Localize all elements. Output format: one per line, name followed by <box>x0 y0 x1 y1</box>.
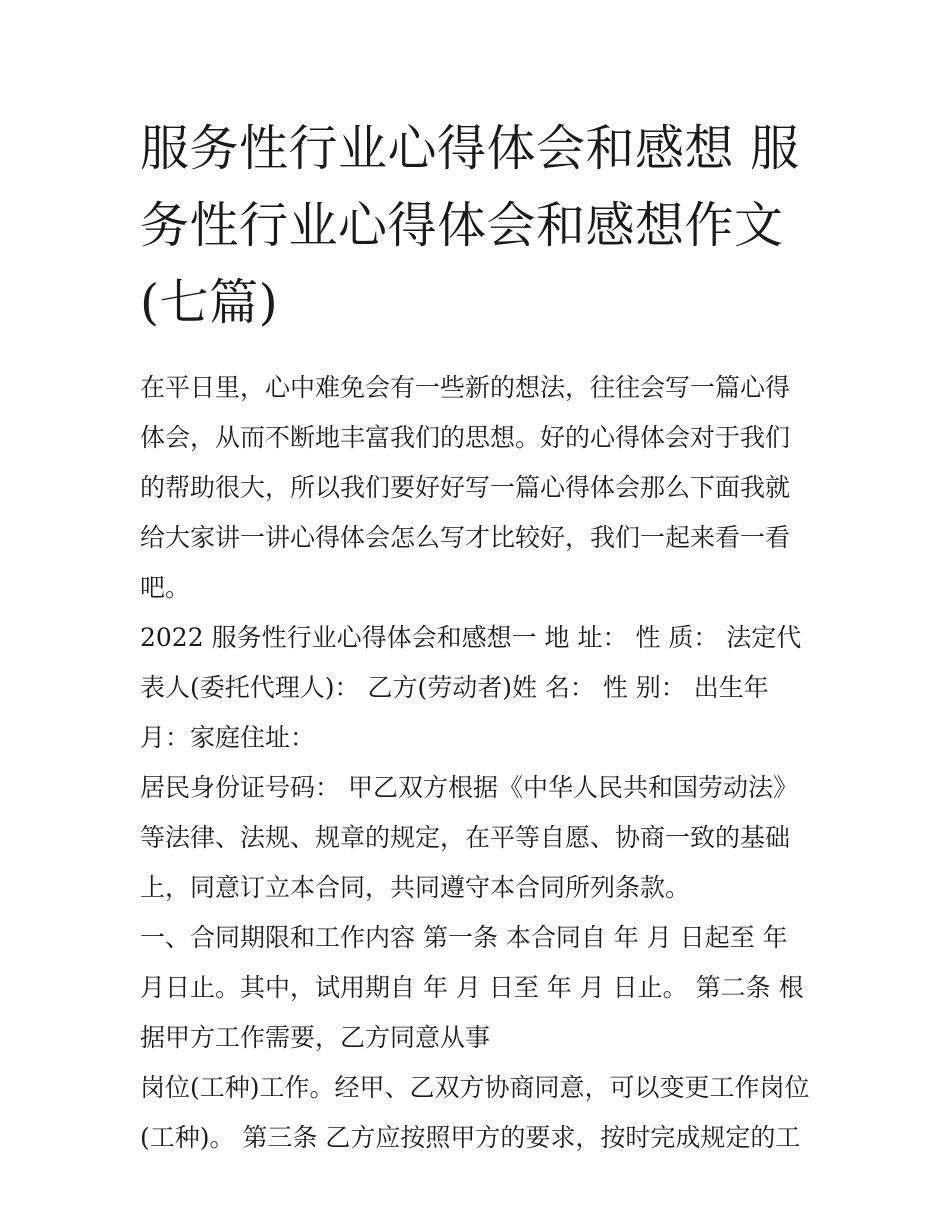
document-page <box>140 110 812 1163</box>
contract-term-paragraph: 一、合同期限和工作内容 第一条 本合同自 年 月 日起至 年 月日止。其中，试用期自 年 月 日至 年 月 日止。 第二条 根据甲方工作需要，乙方同意从事 <box>140 923 804 1052</box>
contract-header-paragraph: 2022 服务性行业心得体会和感想一 地 址： 性 质： 法定代表人(委托代理人)： 乙方(劳动者)姓 名： 性 别： 出生年月：家庭住址： <box>140 623 802 752</box>
job-position-paragraph: 岗位(工种)工作。经甲、乙双方协商同意，可以变更工作岗位(工种)。 第三条 乙方应按照甲方的要求，按时完成规定的工 <box>140 1073 810 1152</box>
intro-paragraph: 在平日里，心中难免会有一些新的想法，往往会写一篇心得体会，从而不断地丰富我们的思想。好的心得体会对于我们的帮助很大，所以我们要好好写一篇心得体会那么下面我就给大家讲一讲心得体会怎么写才比较好，我们一起来看一看吧。 <box>140 373 791 602</box>
id-number-paragraph: 居民身份证号码： 甲乙双方根据《中华人民共和国劳动法》等法律、法规、规章的规定，在平等自愿、协商一致的基础上，同意订立本合同，共同遵守本合同所列条款。 <box>140 773 798 902</box>
document-title: 服务性行业心得体会和感想 服务性行业心得体会和感想作文(七篇) <box>140 120 800 331</box>
